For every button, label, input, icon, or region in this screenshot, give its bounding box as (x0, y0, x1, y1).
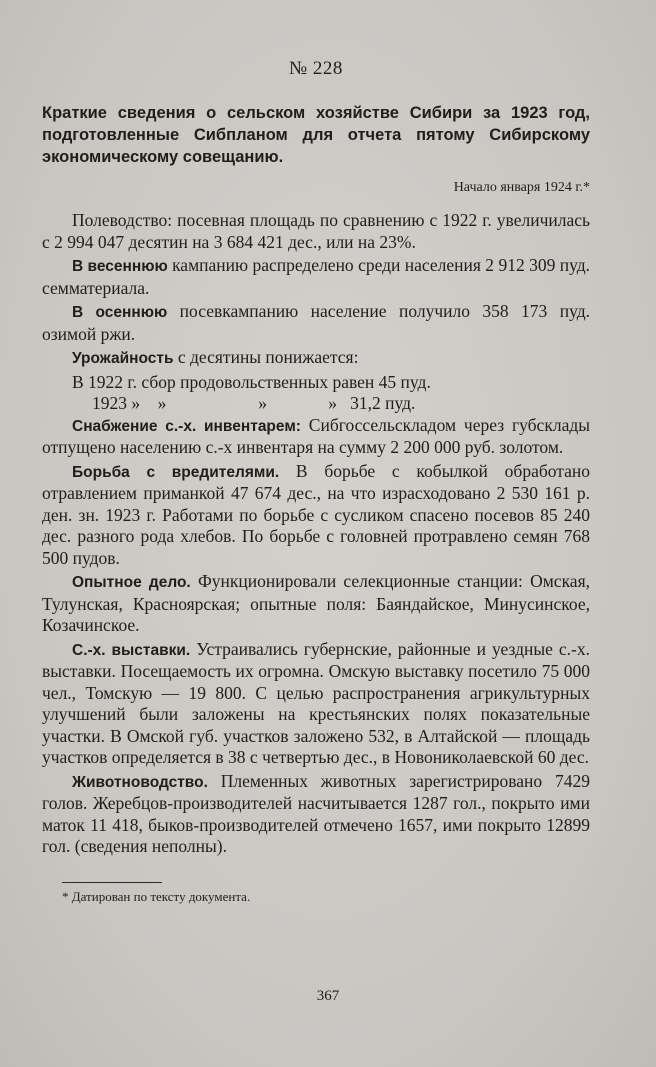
paragraph-opytnoe (42, 571, 590, 637)
paragraph-urozhaynost (42, 347, 590, 370)
paragraph-polevodstvo: Полеводство: посевная площадь по сравнению с 1922 г. увеличилась с 2 994 047 десятин на 3 684 421 дес., или на 23%. (42, 210, 590, 252)
paragraph-osennyuyu (42, 301, 590, 345)
paragraph-text: Функционировали селекционные станции: Омская, Тулунская, Красноярская; опытные поля: Баяндайское, Минусинское, Козачинское. (42, 571, 590, 635)
paragraph-text: В борьбе с кобылкой обработано отравлением приманкой 47 674 дес., на что израсходовано 2 530 161 р. ден. зн. 1923 г. Работами по борьбе с сусликом спасено посевов 85 240 дес. разного рода хлебов. По борьбе с головней протравлено семян 768 500 пудов. (42, 460, 591, 568)
paragraph-snabzhenie (42, 415, 590, 459)
paragraph-lead: Борьба с вредителями. (72, 463, 280, 481)
paragraph-lead: С.-х. выставки. (72, 641, 191, 659)
harvest-line-1923: 1923 » » » » 31,2 пуд. (92, 393, 416, 413)
paragraph-lead: Урожайность (72, 350, 174, 367)
footnote-divider (62, 882, 162, 883)
paragraph-text: с десятины понижается: (173, 347, 359, 367)
harvest-line-1922: В 1922 г. сбор продовольственных равен 45 пуд. (72, 371, 431, 392)
paragraph-text: посевкампанию население получило 358 173 пуд. озимой ржи. (42, 301, 591, 344)
paragraph-lead: В осеннюю (72, 304, 168, 321)
page-number: 367 (316, 988, 340, 1004)
paragraph-text: Устраивались губернские, районные и уездные с.-х. выставки. Посещаемость их огромна. Омскую выставку посетило 75 000 чел., Томскую — 19 800. С целью распространения агрикультурных улучшений были заложены на крестьянских полях показательные участки. В Омской губ. участков заложено 532, в Алтайской — площадь участков определяется в 38 с четвертью дес., в Новониколаевской 60 дес. (42, 638, 590, 767)
paragraph-text: Сибгоссельскладом через губсклады отпущено населению с.-х инвентаря на сумму 2 200 000 руб. золотом. (42, 414, 590, 457)
document-title: Краткие сведения о сельском хозяйстве Сибири за 1923 год, подготовленные Сибпланом для отчета пятому Сибирскому экономическому совещанию. (42, 104, 590, 166)
paragraph-borba (42, 461, 590, 570)
paragraph-zhivotnovodstvo (42, 771, 590, 858)
paragraph-lead: Опытное дело. (72, 574, 191, 591)
footnote: * Датирован по тексту документа. (62, 888, 251, 904)
document-number: № 228 (289, 58, 343, 79)
paragraph-vystavki (42, 639, 590, 769)
paragraph-lead: Снабжение с.-х. инвентарем: (72, 417, 301, 435)
paragraph-vesennyuyu (42, 255, 590, 299)
paragraph-lead: Животноводство. (72, 773, 208, 791)
paragraph-text: Племенных животных зарегистрировано 7429 голов. Жеребцов-производителей насчитывается 1287 гол., покрыто ими маток 11 418, быков-производителей отмечено 1657, ими покрыто 12899 гол. (сведения неполны). (42, 770, 590, 856)
paragraph-text: кампанию распределено среди населения 2 912 309 пуд. семматериала. (42, 255, 590, 298)
paragraph-lead: В весеннюю (72, 258, 168, 275)
document-date: Начало января 1924 г.* (453, 180, 590, 195)
